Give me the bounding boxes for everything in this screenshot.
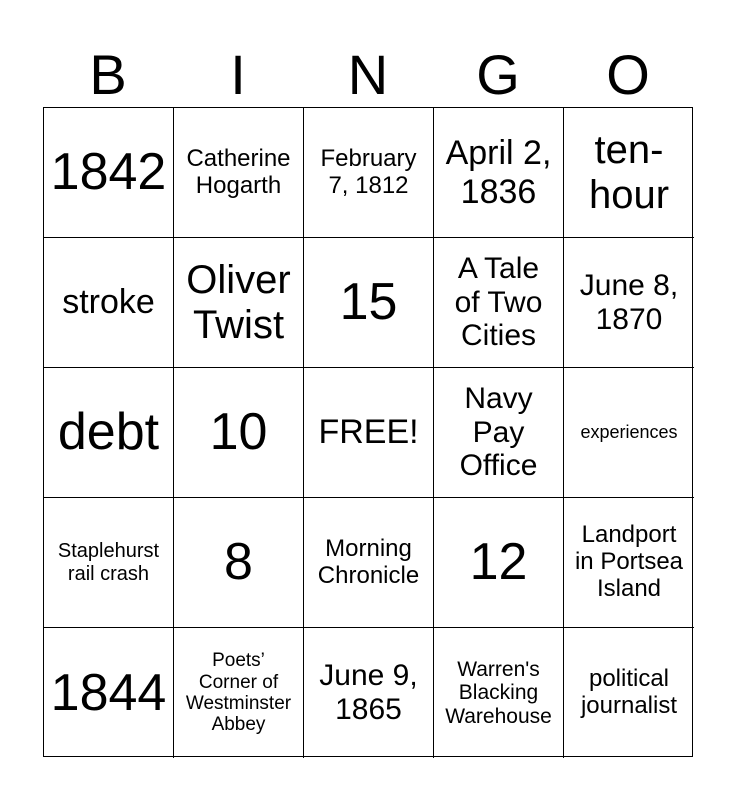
- bingo-cell[interactable]: [304, 498, 434, 628]
- cell-text: Poets’ Corner of Westminster Abbey: [185, 650, 292, 736]
- cell-text: Oliver Twist: [186, 257, 291, 347]
- bingo-cell[interactable]: [564, 108, 694, 238]
- bingo-cell[interactable]: [174, 628, 304, 758]
- header-letter-i: I: [230, 43, 246, 106]
- bingo-cell[interactable]: [564, 368, 694, 498]
- bingo-grid: [43, 107, 693, 757]
- cell-text: Catherine Hogarth: [186, 144, 291, 199]
- cell-text: Warren's Blacking Warehouse: [445, 657, 552, 728]
- cell-text: 8: [224, 533, 253, 592]
- cell-text: Navy Pay Office: [459, 382, 538, 483]
- cell-text: February 7, 1812: [320, 144, 417, 199]
- cell-text: Morning Chronicle: [317, 534, 420, 589]
- free-space-cell[interactable]: [304, 368, 434, 498]
- bingo-cell[interactable]: [44, 498, 174, 628]
- header-letter-b: B: [89, 43, 127, 106]
- cell-text: Staplehurst rail crash: [57, 540, 160, 585]
- bingo-cell[interactable]: [44, 108, 174, 238]
- cell-text: June 8, 1870: [579, 268, 679, 336]
- cell-text: ten- hour: [588, 127, 670, 217]
- bingo-cell[interactable]: [304, 628, 434, 758]
- cell-text: 1844: [50, 663, 167, 722]
- cell-text: 12: [469, 533, 528, 592]
- bingo-cell[interactable]: [434, 628, 564, 758]
- cell-text: A Tale of Two Cities: [454, 252, 543, 353]
- bingo-cell[interactable]: [564, 498, 694, 628]
- cell-text: experiences: [580, 422, 678, 443]
- cell-text: June 9, 1865: [319, 659, 418, 726]
- header-letter-o: O: [606, 43, 650, 106]
- cell-text: April 2, 1836: [445, 134, 552, 211]
- bingo-cell[interactable]: [564, 628, 694, 758]
- free-space-text: FREE!: [318, 413, 419, 452]
- cell-text: Landport in Portsea Island: [574, 521, 684, 602]
- bingo-header: [43, 42, 693, 108]
- header-letter-g: G: [476, 43, 520, 106]
- bingo-cell[interactable]: [44, 628, 174, 758]
- bingo-cell[interactable]: [564, 238, 694, 368]
- bingo-cell[interactable]: [434, 108, 564, 238]
- header-letter-n: N: [347, 43, 389, 106]
- bingo-cell[interactable]: [44, 368, 174, 498]
- bingo-cell[interactable]: [174, 368, 304, 498]
- bingo-cell[interactable]: [434, 368, 564, 498]
- bingo-cell[interactable]: [304, 238, 434, 368]
- bingo-cell[interactable]: [174, 498, 304, 628]
- cell-text: 10: [209, 403, 268, 462]
- bingo-cell[interactable]: [434, 498, 564, 628]
- bingo-cell[interactable]: [174, 238, 304, 368]
- bingo-cell[interactable]: [434, 238, 564, 368]
- cell-text: 1842: [50, 143, 167, 202]
- cell-text: 15: [339, 273, 398, 332]
- bingo-cell[interactable]: [304, 108, 434, 238]
- bingo-cell[interactable]: [174, 108, 304, 238]
- bingo-cell[interactable]: [44, 238, 174, 368]
- cell-text: stroke: [62, 283, 155, 322]
- cell-text: political journalist: [580, 665, 678, 719]
- cell-text: debt: [57, 403, 160, 462]
